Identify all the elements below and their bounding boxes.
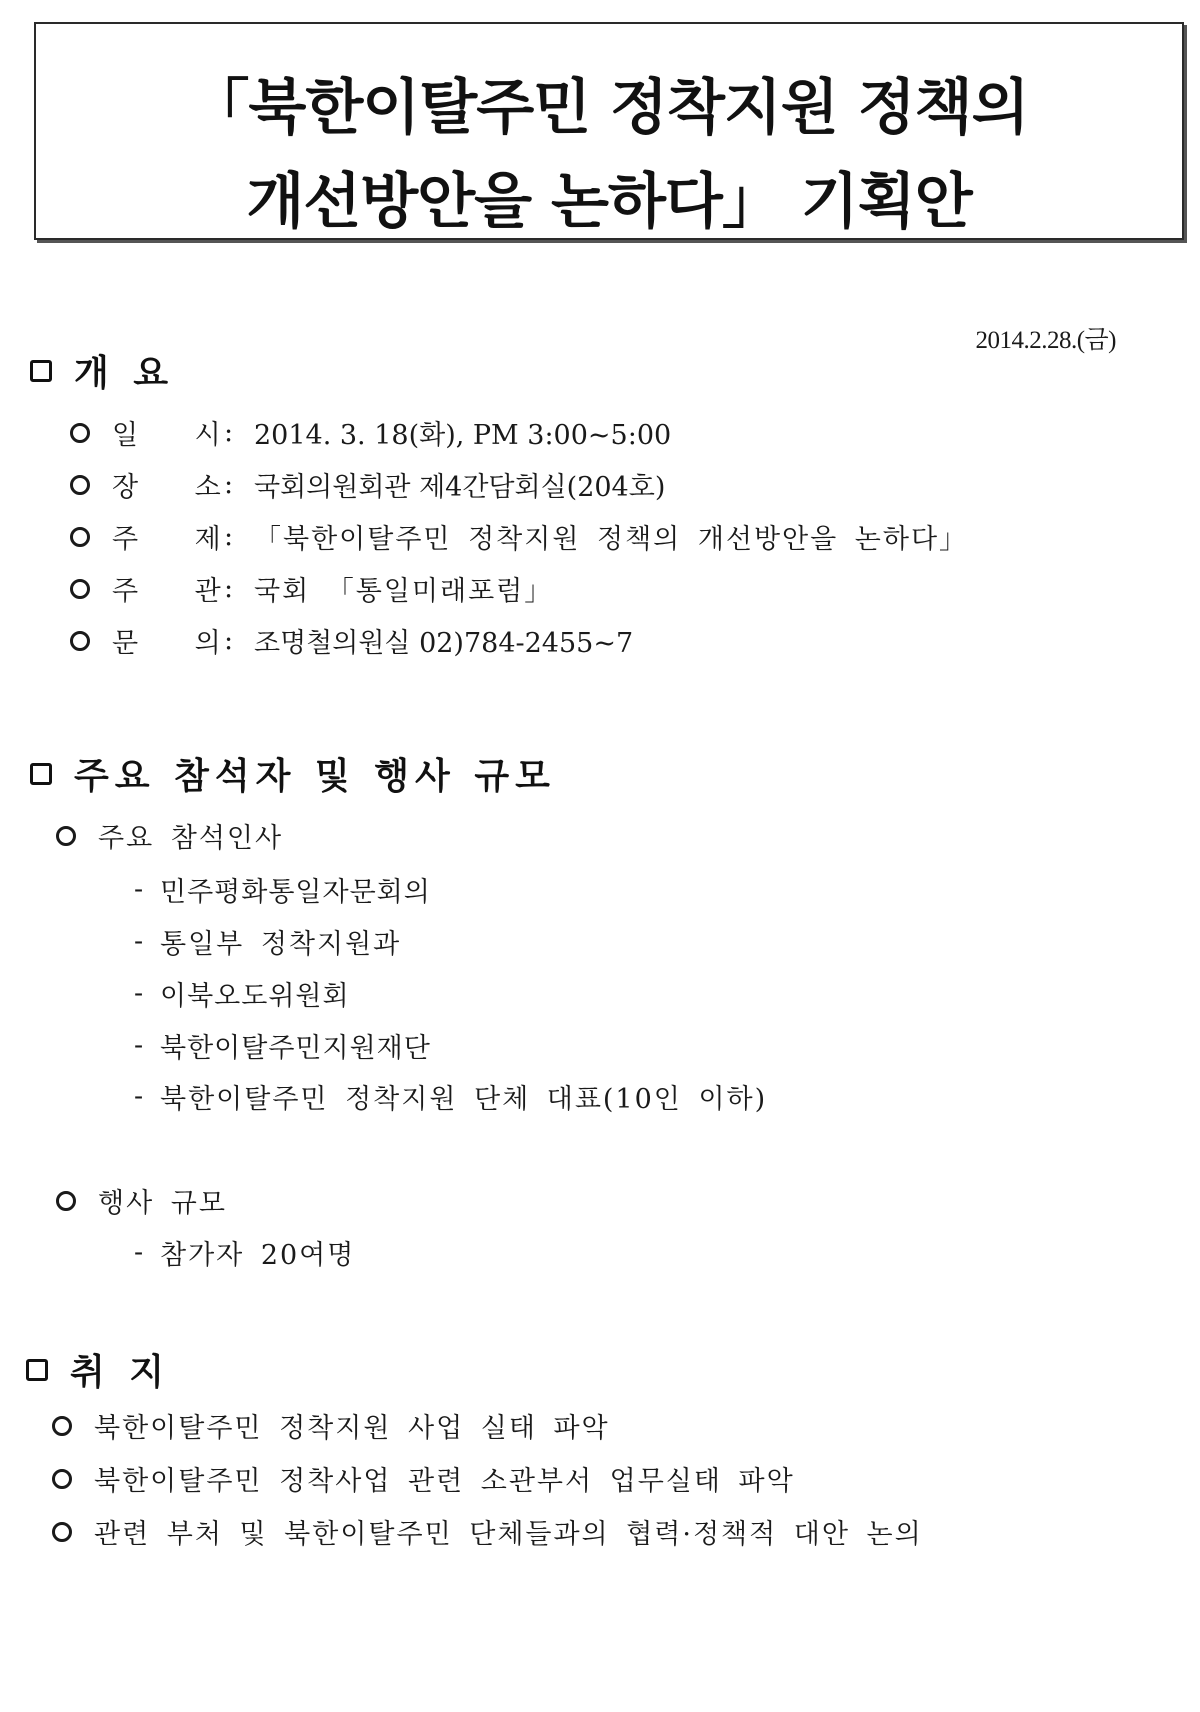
overview-item-value: 「북한이탈주민 정착지원 정책의 개선방안을 논하다」 xyxy=(254,524,969,555)
circle-bullet-icon xyxy=(70,475,90,495)
overview-item-label: 문 의 xyxy=(112,628,221,659)
document-date: 2014.2.28.(금) xyxy=(975,327,1116,354)
section-purpose-heading xyxy=(26,1344,170,1395)
purpose-item: 북한이탈주민 정착사업 관련 소관부서 업무실태 파악 xyxy=(52,1459,795,1498)
square-bullet-icon xyxy=(30,360,52,382)
purpose-item: 북한이탈주민 정착지원 사업 실태 파악 xyxy=(52,1406,610,1445)
key-guest-item: - 통일부 정착지원과 xyxy=(134,926,402,960)
overview-item-topic: 주 제 : 「북한이탈주민 정착지원 정책의 개선방안을 논하다」 xyxy=(70,517,968,556)
key-guest-item: - 북한이탈주민 정착지원 단체 대표(10인 이하) xyxy=(134,1081,768,1115)
circle-bullet-icon xyxy=(70,527,90,547)
circle-bullet-icon xyxy=(52,1416,72,1436)
circle-bullet-icon xyxy=(56,1191,76,1211)
title-line-2: 개선방안을 논하다」 기획안 xyxy=(246,167,972,237)
overview-item-value: 국회 「통일미래포럼」 xyxy=(254,576,554,607)
scale-item: - 참가자 20여명 xyxy=(134,1237,356,1271)
key-guests-label-row xyxy=(56,816,283,855)
overview-item-contact: 문 의 : 조명철의원실 02)784-2455~7 xyxy=(70,621,633,660)
circle-bullet-icon xyxy=(52,1469,72,1489)
overview-item-datetime: 일 시 : 2014. 3. 18(화), PM 3:00~5:00 xyxy=(70,413,671,452)
key-guest-item: - 북한이탈주민지원재단 xyxy=(134,1030,431,1064)
section-attendees-heading xyxy=(30,748,556,799)
circle-bullet-icon xyxy=(70,631,90,651)
circle-bullet-icon xyxy=(70,579,90,599)
overview-item-value: 2014. 3. 18(화), PM 3:00~5:00 xyxy=(254,420,672,451)
circle-bullet-icon xyxy=(56,826,76,846)
section-overview-heading xyxy=(30,345,174,396)
key-guests-label: 주요 참석인사 xyxy=(98,823,284,854)
section-overview-title: 개 요 xyxy=(74,352,175,394)
circle-bullet-icon xyxy=(52,1522,72,1542)
section-attendees-title: 주요 참석자 및 행사 규모 xyxy=(74,755,556,797)
overview-item-value: 국회의원회관 제4간담회실(204호) xyxy=(254,472,666,503)
key-guest-item: - 민주평화통일자문회의 xyxy=(134,874,431,908)
scale-label: 행사 규모 xyxy=(98,1188,227,1219)
overview-item-value: 조명철의원실 02)784-2455~7 xyxy=(254,628,634,659)
key-guest-item: - 이북오도위원회 xyxy=(134,978,350,1012)
overview-item-label: 주 관 xyxy=(112,576,221,607)
circle-bullet-icon xyxy=(70,423,90,443)
overview-item-label: 일 시 xyxy=(112,420,221,451)
overview-item-host: 주 관 : 국회 「통일미래포럼」 xyxy=(70,569,553,608)
title-line-1: 「북한이탈주민 정착지원 정책의 xyxy=(189,73,1029,143)
square-bullet-icon xyxy=(30,763,52,785)
square-bullet-icon xyxy=(26,1359,48,1381)
purpose-item: 관련 부처 및 북한이탈주민 단체들과의 협력·정책적 대안 논의 xyxy=(52,1512,923,1551)
overview-item-label: 장 소 xyxy=(112,472,221,503)
section-purpose-title: 취 지 xyxy=(70,1351,171,1393)
title-box xyxy=(34,22,1184,240)
overview-item-place: 장 소 : 국회의원회관 제4간담회실(204호) xyxy=(70,465,665,504)
overview-item-label: 주 제 xyxy=(112,524,221,555)
scale-label-row xyxy=(56,1181,227,1220)
